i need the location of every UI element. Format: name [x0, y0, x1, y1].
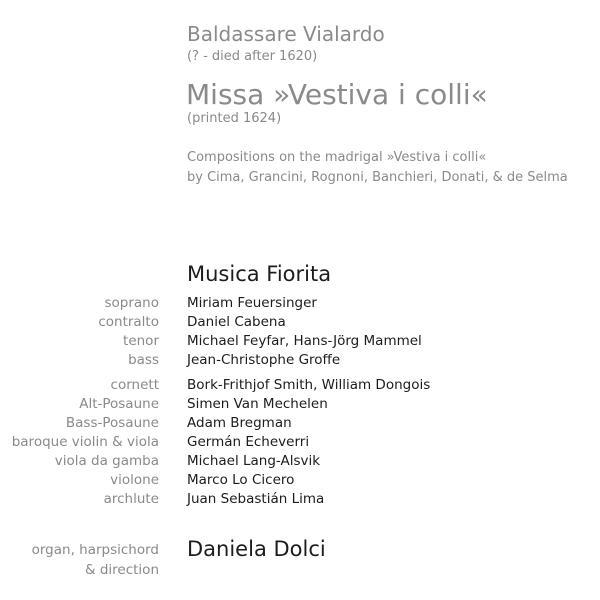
role-director-line-2: & direction [85, 562, 159, 578]
performer-alt-posaune: Simen Van Mechelen [187, 396, 328, 412]
role-baroque-violin: baroque violin & viola [11, 434, 159, 450]
role-alt-posaune: Alt-Posaune [79, 396, 159, 412]
role-contralto: contralto [98, 314, 159, 330]
subtitle-line-2: by Cima, Grancini, Rognoni, Banchieri, Donati, & de Selma [187, 170, 568, 185]
role-tenor: tenor [123, 333, 159, 349]
role-bass-posaune: Bass-Posaune [65, 415, 159, 431]
ensemble-name: Musica Fiorita [187, 262, 332, 286]
work-title: Missa »Vestiva i colli« [186, 78, 488, 111]
performer-baroque-violin: Germán Echeverri [187, 434, 310, 450]
role-director-line-1: organ, harpsichord [31, 542, 159, 558]
role-soprano: soprano [104, 295, 159, 311]
composer-name: Baldassare Vialardo [187, 22, 385, 46]
performer-viola-da-gamba: Michael Lang-Alsvik [187, 453, 321, 469]
performer-bass: Jean-Christophe Groffe [187, 352, 341, 368]
director-name: Daniela Dolci [187, 537, 326, 561]
role-violone: violone [110, 472, 159, 488]
performer-contralto: Daniel Cabena [187, 314, 286, 330]
role-bass: bass [128, 352, 159, 368]
subtitle-line-1: Compositions on the madrigal »Vestiva i colli« [187, 150, 487, 165]
role-cornett: cornett [110, 377, 159, 393]
performer-archlute: Juan Sebastián Lima [187, 491, 325, 507]
printed-date: (printed 1624) [187, 111, 282, 126]
performer-tenor: Michael Feyfar, Hans-Jörg Mammel [187, 333, 422, 349]
role-archlute: archlute [103, 491, 159, 507]
composer-dates: (? - died after 1620) [187, 49, 318, 64]
role-viola-da-gamba: viola da gamba [54, 453, 159, 469]
performer-violone: Marco Lo Cicero [187, 472, 295, 488]
performer-bass-posaune: Adam Bregman [187, 415, 292, 431]
performer-cornett: Bork-Frithjof Smith, William Dongois [187, 377, 431, 393]
performer-soprano: Miriam Feuersinger [187, 295, 317, 311]
